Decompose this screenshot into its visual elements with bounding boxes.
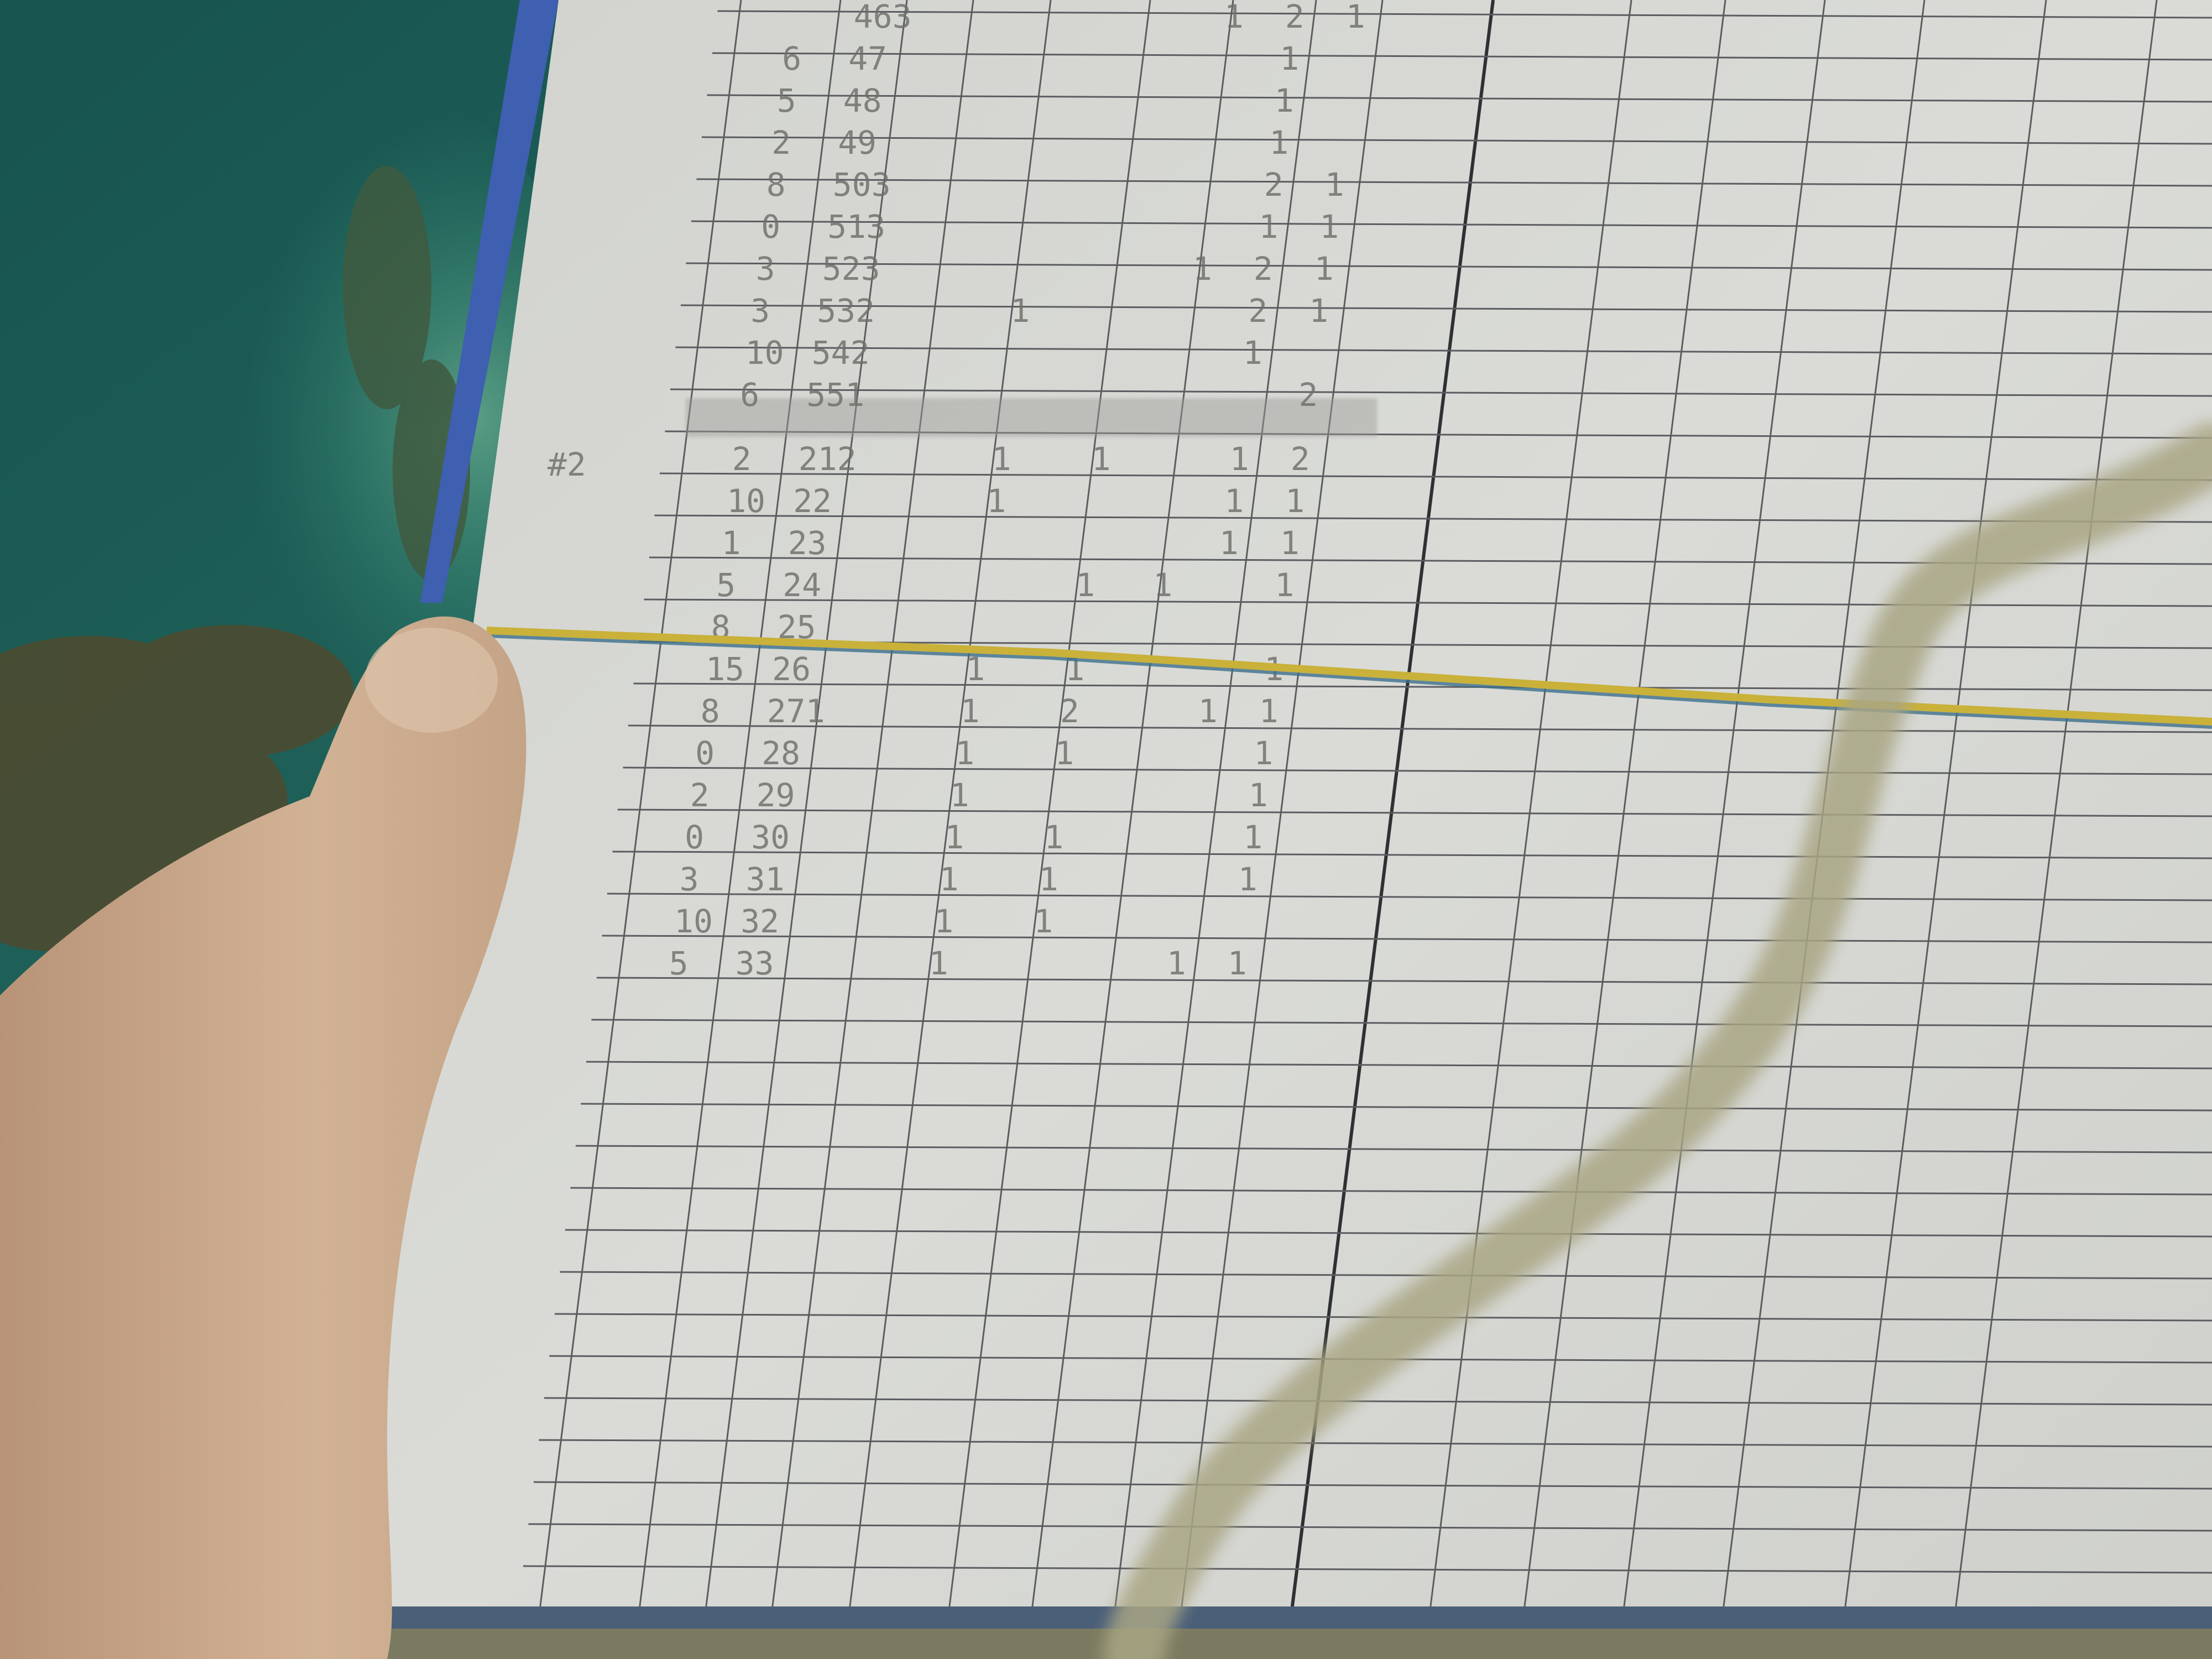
- sheet-cell-entry: 1: [939, 860, 959, 898]
- sheet-cell-entry: 24: [782, 566, 822, 604]
- sheet-cell-entry: 31: [745, 860, 785, 898]
- sheet-cell-entry: 2: [837, 440, 857, 478]
- sheet-cell-entry: 1: [1229, 440, 1249, 478]
- sheet-cell-entry: 1: [1153, 566, 1173, 604]
- sheet-cell-entry: 5: [669, 945, 688, 982]
- sheet-cell-entry: 1: [1254, 734, 1274, 772]
- sheet-cell-entry: 10: [727, 482, 766, 520]
- sheet-cell-entry: 15: [706, 650, 745, 688]
- sheet-cell-entry: 2: [1298, 376, 1318, 414]
- sheet-cell-entry: 1: [1065, 650, 1085, 688]
- sheet-cell-entry: 1: [1034, 902, 1053, 940]
- sheet-cell-entry: 22: [793, 482, 832, 520]
- sheet-cell-entry: 8: [766, 166, 786, 204]
- sheet-cell-entry: 30: [751, 818, 790, 856]
- sheet-cell-entry: 1: [950, 776, 969, 814]
- sheet-cell-entry: 1: [992, 440, 1011, 478]
- sheet-cell-entry: 1: [1166, 945, 1186, 982]
- sheet-cell-entry: 1: [966, 650, 985, 688]
- sheet-cell-entry: 1: [1224, 0, 1244, 35]
- sheet-cell-entry: 50: [832, 166, 872, 204]
- sheet-cell-entry: 2: [1290, 440, 1310, 478]
- sheet-cell-entry: 26: [772, 650, 811, 688]
- sheet-cell-entry: 2: [1285, 0, 1305, 35]
- sheet-cell-entry: 1: [1285, 482, 1305, 520]
- sheet-cell-entry: 1: [1055, 734, 1074, 772]
- sheet-cell-entry: 1: [1091, 440, 1111, 478]
- sheet-cell-entry: 28: [761, 734, 801, 772]
- erased-row-smudge: [686, 398, 1377, 437]
- sheet-cell-entry: 3: [750, 292, 770, 330]
- sheet-cell-entry: 3: [860, 250, 880, 288]
- sheet-cell-entry: 2: [732, 440, 752, 478]
- sheet-cell-entry: 1: [721, 524, 741, 562]
- sheet-cell-entry: 2: [1060, 692, 1079, 730]
- sheet-cell-entry: 1: [987, 482, 1006, 520]
- sheet-cell-entry: 1: [1039, 860, 1058, 898]
- sheet-cell-entry: 3: [679, 860, 699, 898]
- sheet-cell-entry: 27: [766, 692, 806, 730]
- sheet-cell-entry: 10: [674, 902, 713, 940]
- sheet-cell-entry: 25: [777, 608, 816, 646]
- sheet-cell-entry: 1: [1227, 945, 1247, 982]
- sheet-cell-entry: 1: [1275, 566, 1295, 604]
- sheet-cell-entry: 3: [892, 0, 912, 35]
- sheet-cell-entry: 1: [1319, 208, 1339, 246]
- sheet-cell-entry: 1: [1280, 40, 1300, 77]
- sheet-cell-entry: 54: [811, 334, 851, 372]
- sheet-cell-entry: 53: [817, 292, 856, 330]
- sheet-cell-entry: 1: [1274, 82, 1294, 119]
- sheet-cell-entry: 1: [1309, 292, 1329, 330]
- sheet-cell-entry: 1: [1238, 860, 1258, 898]
- clipboard-bottom-edge: [276, 1606, 2212, 1629]
- sheet-cell-entry: 1: [1044, 818, 1064, 856]
- sheet-cell-entry: 6: [740, 376, 760, 414]
- sheet-cell-entry: 2: [690, 776, 709, 814]
- sheet-cell-entry: 1: [1314, 250, 1334, 288]
- sheet-cell-entry: 1: [1010, 292, 1030, 330]
- sheet-cell-entry: 1: [1248, 776, 1268, 814]
- sheet-cell-entry: 1: [1192, 250, 1212, 288]
- sheet-cell-entry: 47: [848, 40, 888, 77]
- sheet-cell-entry: 1: [928, 945, 948, 982]
- sheet-cell-entry: 6: [782, 40, 802, 77]
- sheet-cell-entry: 1: [1259, 208, 1279, 246]
- clipboard-bottom-rim: [276, 1629, 2212, 1659]
- sheet-cell-entry: 1: [1219, 524, 1239, 562]
- sheet-cell-entry: 2: [771, 124, 791, 161]
- sheet-cell-entry: 0: [685, 818, 705, 856]
- sheet-cell-entry: 1: [945, 818, 964, 856]
- sheet-cell-entry: 1: [1259, 692, 1279, 730]
- thumbnail: [365, 628, 498, 733]
- sheet-cell-entry: 33: [735, 945, 774, 982]
- sheet-cell-entry: 2: [855, 292, 875, 330]
- sheet-cell-entry: 29: [756, 776, 795, 814]
- sheet-cell-entry: 1: [955, 734, 975, 772]
- sheet-cell-entry: 23: [787, 524, 827, 562]
- sheet-cell-entry: 8: [711, 608, 731, 646]
- sheet-cell-entry: 3: [871, 166, 891, 204]
- sheet-cell-entry: 1: [1076, 566, 1095, 604]
- sheet-cell-entry: 5: [776, 82, 796, 119]
- sheet-cell-entry: 0: [695, 734, 715, 772]
- sheet-cell-entry: 46: [853, 0, 893, 35]
- sheet-cell-entry: 1: [1280, 524, 1300, 562]
- sheet-cell-entry: 48: [843, 82, 882, 119]
- sheet-cell-entry: 2: [1248, 292, 1268, 330]
- sheet-cell-entry: 8: [700, 692, 720, 730]
- sheet-cell-entry: 55: [806, 376, 846, 414]
- sheet-cell-entry: 21: [798, 440, 837, 478]
- sheet-cell-entry: 5: [716, 566, 736, 604]
- sheet-cell-entry: 1: [1198, 692, 1218, 730]
- sheet-cell-entry: 51: [827, 208, 867, 246]
- sheet-cell-entry: 3: [866, 208, 886, 246]
- sheet-cell-entry: 1: [1243, 818, 1263, 856]
- sheet-cell-entry: 1: [934, 902, 954, 940]
- sheet-cell-entry: 2: [1264, 166, 1284, 204]
- sheet-cell-entry: 1: [1324, 166, 1344, 204]
- sheet-cell-entry: 1: [845, 376, 865, 414]
- sheet-cell-entry: 0: [761, 208, 781, 246]
- sheet-cell-entry: 1: [1243, 334, 1262, 372]
- sheet-cell-entry: 2: [1253, 250, 1273, 288]
- sheet-cell-entry: 1: [1345, 0, 1365, 35]
- sheet-cell-entry: 49: [838, 124, 877, 161]
- sheet-cell-entry: 3: [755, 250, 775, 288]
- section-label: #2: [547, 446, 586, 483]
- sheet-cell-entry: 2: [850, 334, 870, 372]
- sheet-cell-entry: 32: [740, 902, 780, 940]
- sheet-cell-entry: 52: [822, 250, 861, 288]
- sheet-cell-entry: 1: [805, 692, 825, 730]
- sheet-cell-entry: 10: [745, 334, 784, 372]
- sheet-cell-entry: 1: [1224, 482, 1244, 520]
- sheet-cell-entry: 1: [960, 692, 980, 730]
- sheet-cell-entry: 1: [1264, 650, 1284, 688]
- sheet-cell-entry: 1: [1269, 124, 1289, 161]
